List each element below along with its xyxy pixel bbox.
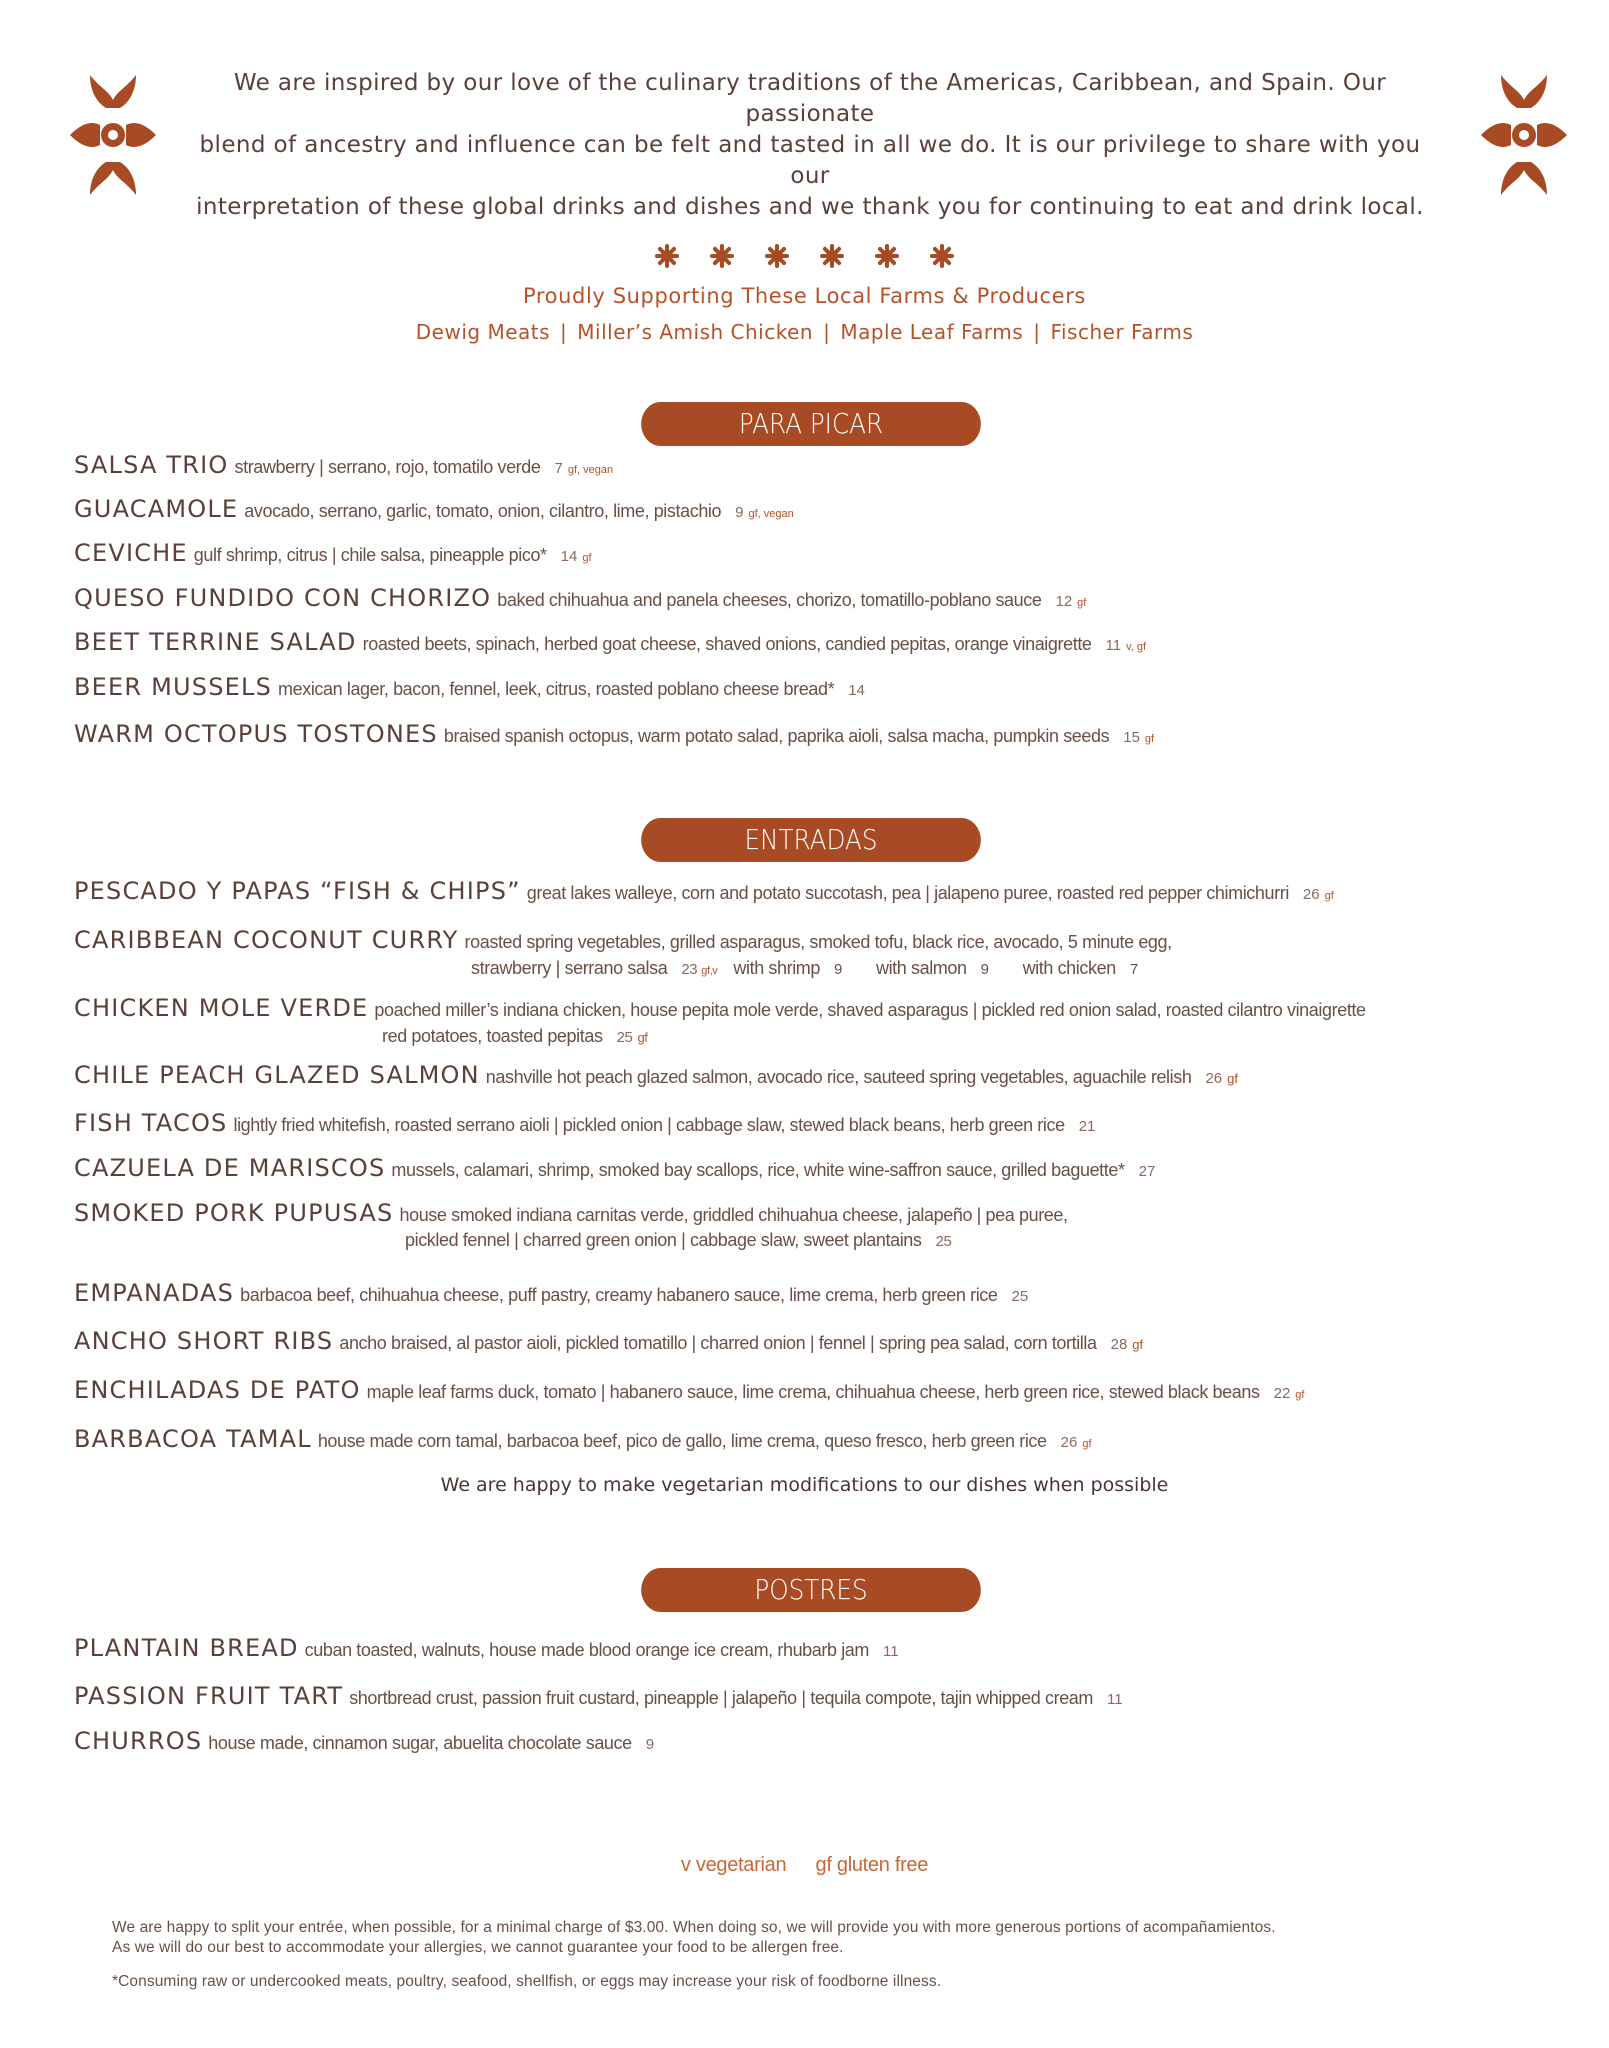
menu-item bbox=[74, 1109, 1554, 1137]
separator: | bbox=[823, 320, 831, 344]
item-desc: avocado, serrano, garlic, tomato, onion, cilantro, lime, pistachio bbox=[244, 501, 722, 521]
item-price: 11 bbox=[1105, 637, 1122, 654]
menu-item bbox=[74, 994, 1554, 1022]
item-desc: cuban toasted, walnuts, house made blood orange ice cream, rhubarb jam bbox=[304, 1640, 870, 1660]
dietary-tag: gf, vegan bbox=[748, 508, 794, 520]
asterisk-star-icon bbox=[710, 244, 734, 272]
item-desc: baked chihuahua and panela cheeses, chorizo, tomatillo-poblano sauce bbox=[497, 590, 1042, 610]
item-name: ENCHILADAS DE PATO bbox=[74, 1376, 361, 1404]
item-desc: house smoked indiana carnitas verde, griddled chihuahua cheese, jalapeño | pea puree, bbox=[399, 1205, 1068, 1225]
legend-vegetarian: v vegetarian bbox=[680, 1854, 787, 1876]
addon-label: with shrimp bbox=[733, 958, 821, 978]
intro-line: interpretation of these global drinks and dishes and we thank you for continuing to eat and drink local. bbox=[196, 194, 1424, 220]
menu-item bbox=[74, 1199, 1554, 1227]
item-price: 25 bbox=[935, 1233, 952, 1250]
item-price: 23 bbox=[681, 961, 698, 978]
item-price: 26 bbox=[1205, 1070, 1223, 1087]
floral-ornament-icon bbox=[1481, 70, 1567, 200]
item-name: PASSION FRUIT TART bbox=[74, 1682, 344, 1710]
dietary-tag: gf bbox=[1132, 1337, 1144, 1352]
item-name: SMOKED PORK PUPUSAS bbox=[74, 1199, 394, 1227]
menu-item bbox=[74, 1154, 1554, 1182]
menu-item bbox=[74, 1634, 1554, 1662]
dietary-tag: gf bbox=[1295, 1389, 1305, 1401]
item-price: 12 bbox=[1055, 593, 1073, 610]
intro-line: blend of ancestry and influence can be felt and tasted in all we do. It is our privilege to share with you our bbox=[199, 132, 1421, 189]
menu-item bbox=[74, 720, 1554, 748]
section-heading-para-picar: PARA PICAR bbox=[641, 402, 981, 446]
item-desc: mexican lager, bacon, fennel, leek, citrus, roasted poblano cheese bread* bbox=[278, 679, 835, 699]
section-heading-entradas: ENTRADAS bbox=[641, 818, 981, 862]
star-divider bbox=[0, 244, 1609, 272]
item-name: CEVICHE bbox=[74, 539, 188, 567]
item-name: PESCADO Y PAPAS “FISH & CHIPS” bbox=[74, 877, 521, 905]
menu-item bbox=[74, 926, 1554, 954]
item-name: FISH TACOS bbox=[74, 1109, 228, 1137]
separator: | bbox=[1033, 320, 1041, 344]
item-desc: maple leaf farms duck, tomato | habanero sauce, lime crema, chihuahua cheese, herb green rice, stewed black beans bbox=[366, 1382, 1260, 1402]
consumption-warning: *Consuming raw or undercooked meats, poultry, seafood, shellfish, or eggs may increase your risk of foodborne illness. bbox=[112, 1973, 942, 1990]
menu-item bbox=[74, 539, 1554, 567]
dietary-legend bbox=[0, 1854, 1609, 1877]
item-name: CHURROS bbox=[74, 1727, 203, 1755]
item-price: 25 bbox=[616, 1029, 633, 1046]
item-desc: house made, cinnamon sugar, abuelita chocolate sauce bbox=[208, 1733, 632, 1753]
floral-ornament-icon bbox=[70, 70, 156, 200]
item-desc: lightly fried whitefish, roasted serrano aioli | pickled onion | cabbage slaw, stewed black beans, herb green rice bbox=[233, 1115, 1065, 1135]
menu-item bbox=[74, 1327, 1554, 1355]
addon-label: with chicken bbox=[1022, 958, 1116, 978]
item-name: CHICKEN MOLE VERDE bbox=[74, 994, 369, 1022]
menu-item bbox=[74, 1376, 1554, 1404]
asterisk-star-icon bbox=[930, 244, 954, 272]
menu-item bbox=[74, 584, 1554, 612]
item-name: BEER MUSSELS bbox=[74, 673, 273, 701]
item-name: GUACAMOLE bbox=[74, 495, 239, 523]
addon-price: 9 bbox=[834, 961, 842, 978]
item-desc: strawberry | serrano, rojo, tomatilo verde bbox=[234, 457, 541, 477]
item-desc: poached miller’s indiana chicken, house pepita mole verde, shaved asparagus | pickled red onion salad, roasted cilantro vinaigrette bbox=[374, 1000, 1366, 1020]
dietary-tag: gf bbox=[1077, 597, 1087, 609]
dietary-tag: gf bbox=[1144, 733, 1155, 745]
item-desc: gulf shrimp, citrus | chile salsa, pineapple pico* bbox=[193, 545, 547, 565]
item-desc: roasted spring vegetables, grilled asparagus, smoked tofu, black rice, avocado, 5 minute egg, bbox=[464, 932, 1172, 952]
item-desc: red potatoes, toasted pepitas bbox=[382, 1026, 603, 1046]
dietary-tag: gf bbox=[1227, 1071, 1238, 1086]
item-desc: roasted beets, spinach, herbed goat cheese, shaved onions, candied pepitas, orange vinaigrette bbox=[362, 634, 1092, 654]
menu-item bbox=[74, 673, 1554, 701]
item-desc: barbacoa beef, chihuahua cheese, puff pastry, creamy habanero sauce, lime crema, herb green rice bbox=[240, 1285, 998, 1305]
farm-name: Maple Leaf Farms bbox=[840, 320, 1024, 344]
item-price: 11 bbox=[1107, 1691, 1123, 1708]
item-desc-continued bbox=[382, 1026, 648, 1047]
item-price: 26 bbox=[1060, 1434, 1078, 1451]
farms-title: Proudly Supporting These Local Farms & Producers bbox=[523, 284, 1086, 308]
item-desc: braised spanish octopus, warm potato salad, paprika aioli, salsa macha, pumpkin seeds bbox=[443, 726, 1110, 746]
item-name: WARM OCTOPUS TOSTONES bbox=[74, 720, 438, 748]
item-name: EMPANADAS bbox=[74, 1279, 235, 1307]
menu-item bbox=[74, 451, 1554, 479]
item-desc: house made corn tamal, barbacoa beef, pico de gallo, lime crema, queso fresco, herb green rice bbox=[317, 1431, 1047, 1451]
dietary-tag: gf bbox=[1324, 890, 1334, 902]
menu-item bbox=[74, 877, 1554, 905]
addon-price: 7 bbox=[1129, 961, 1138, 978]
item-name: SALSA TRIO bbox=[74, 451, 229, 479]
item-desc: strawberry | serrano salsa bbox=[471, 958, 668, 978]
item-desc-continued bbox=[405, 1230, 951, 1251]
item-price: 26 bbox=[1302, 886, 1320, 903]
item-desc: nashville hot peach glazed salmon, avocado rice, sauteed spring vegetables, aguachile relish bbox=[485, 1067, 1192, 1087]
dietary-tag: gf bbox=[637, 1030, 648, 1045]
item-price: 14 bbox=[560, 548, 578, 565]
farm-name: Dewig Meats bbox=[415, 320, 551, 344]
dietary-tag: gf bbox=[1082, 1438, 1092, 1450]
item-name: BARBACOA TAMAL bbox=[74, 1425, 312, 1453]
item-desc: ancho braised, al pastor aioli, pickled tomatillo | charred onion | fennel | spring pea salad, corn tortilla bbox=[339, 1333, 1097, 1353]
item-price: 9 bbox=[735, 504, 744, 521]
item-price: 11 bbox=[883, 1643, 899, 1660]
item-name: QUESO FUNDIDO CON CHORIZO bbox=[74, 584, 492, 612]
item-price: 7 bbox=[554, 460, 563, 477]
farms-list bbox=[0, 320, 1609, 344]
menu-item bbox=[74, 495, 1554, 523]
item-desc: great lakes walleye, corn and potato succotash, pea | jalapeno puree, roasted red pepper chimichurri bbox=[526, 883, 1289, 903]
item-desc: mussels, calamari, shrimp, smoked bay scallops, rice, white wine-saffron sauce, grilled baguette* bbox=[391, 1160, 1125, 1180]
menu-item bbox=[74, 1061, 1554, 1089]
menu-item bbox=[74, 1425, 1554, 1453]
separator: | bbox=[560, 320, 568, 344]
item-price: 21 bbox=[1078, 1118, 1096, 1135]
item-price: 27 bbox=[1138, 1163, 1156, 1180]
menu-item bbox=[74, 1279, 1554, 1307]
item-name: CAZUELA DE MARISCOS bbox=[74, 1154, 386, 1182]
dietary-tag: v, gf bbox=[1126, 641, 1147, 653]
item-desc: shortbread crust, passion fruit custard, pineapple | jalapeño | tequila compote, tajin whipped cream bbox=[349, 1688, 1094, 1708]
asterisk-star-icon bbox=[765, 244, 789, 272]
asterisk-star-icon bbox=[875, 244, 899, 272]
allergen-note: As we will do our best to accommodate your allergies, we cannot guarantee your food to be allergen free. bbox=[112, 1939, 844, 1956]
item-name: PLANTAIN BREAD bbox=[74, 1634, 299, 1662]
intro-line: We are inspired by our love of the culinary traditions of the Americas, Caribbean, and Spain. Our passionate bbox=[233, 70, 1387, 127]
menu-item bbox=[74, 1682, 1554, 1710]
item-price: 22 bbox=[1273, 1385, 1291, 1402]
item-price: 25 bbox=[1011, 1288, 1029, 1305]
item-name: CHILE PEACH GLAZED SALMON bbox=[74, 1061, 480, 1089]
asterisk-star-icon bbox=[820, 244, 844, 272]
menu-item bbox=[74, 628, 1554, 656]
item-price: 15 bbox=[1123, 729, 1140, 746]
item-price: 9 bbox=[645, 1736, 655, 1753]
menu-item bbox=[74, 1727, 1554, 1755]
item-price: 28 bbox=[1110, 1336, 1128, 1353]
legend-gluten-free: gf gluten free bbox=[815, 1854, 929, 1876]
dietary-tag: gf, vegan bbox=[567, 464, 614, 476]
farm-name: Miller’s Amish Chicken bbox=[577, 320, 814, 344]
item-price: 14 bbox=[848, 682, 865, 699]
section-heading-postres: POSTRES bbox=[641, 1568, 981, 1612]
item-desc: pickled fennel | charred green onion | cabbage slaw, sweet plantains bbox=[405, 1230, 922, 1250]
farm-name: Fischer Farms bbox=[1050, 320, 1194, 344]
item-desc-continued bbox=[471, 958, 1138, 979]
item-name: CARIBBEAN COCONUT CURRY bbox=[74, 926, 459, 954]
item-name: ANCHO SHORT RIBS bbox=[74, 1327, 334, 1355]
intro-paragraph bbox=[190, 68, 1430, 223]
dietary-tag: gf bbox=[582, 552, 592, 564]
vegetarian-note: We are happy to make vegetarian modifications to our dishes when possible bbox=[440, 1474, 1169, 1496]
addon-price: 9 bbox=[980, 961, 989, 978]
split-entree-note: We are happy to split your entrée, when possible, for a minimal charge of $3.00. When doing so, we will provide you with more generous portions of acompañamientos. bbox=[112, 1919, 1276, 1936]
asterisk-star-icon bbox=[655, 244, 679, 272]
addon-label: with salmon bbox=[875, 958, 967, 978]
dietary-tag: gf,v bbox=[701, 965, 718, 977]
item-name: BEET TERRINE SALAD bbox=[74, 628, 357, 656]
